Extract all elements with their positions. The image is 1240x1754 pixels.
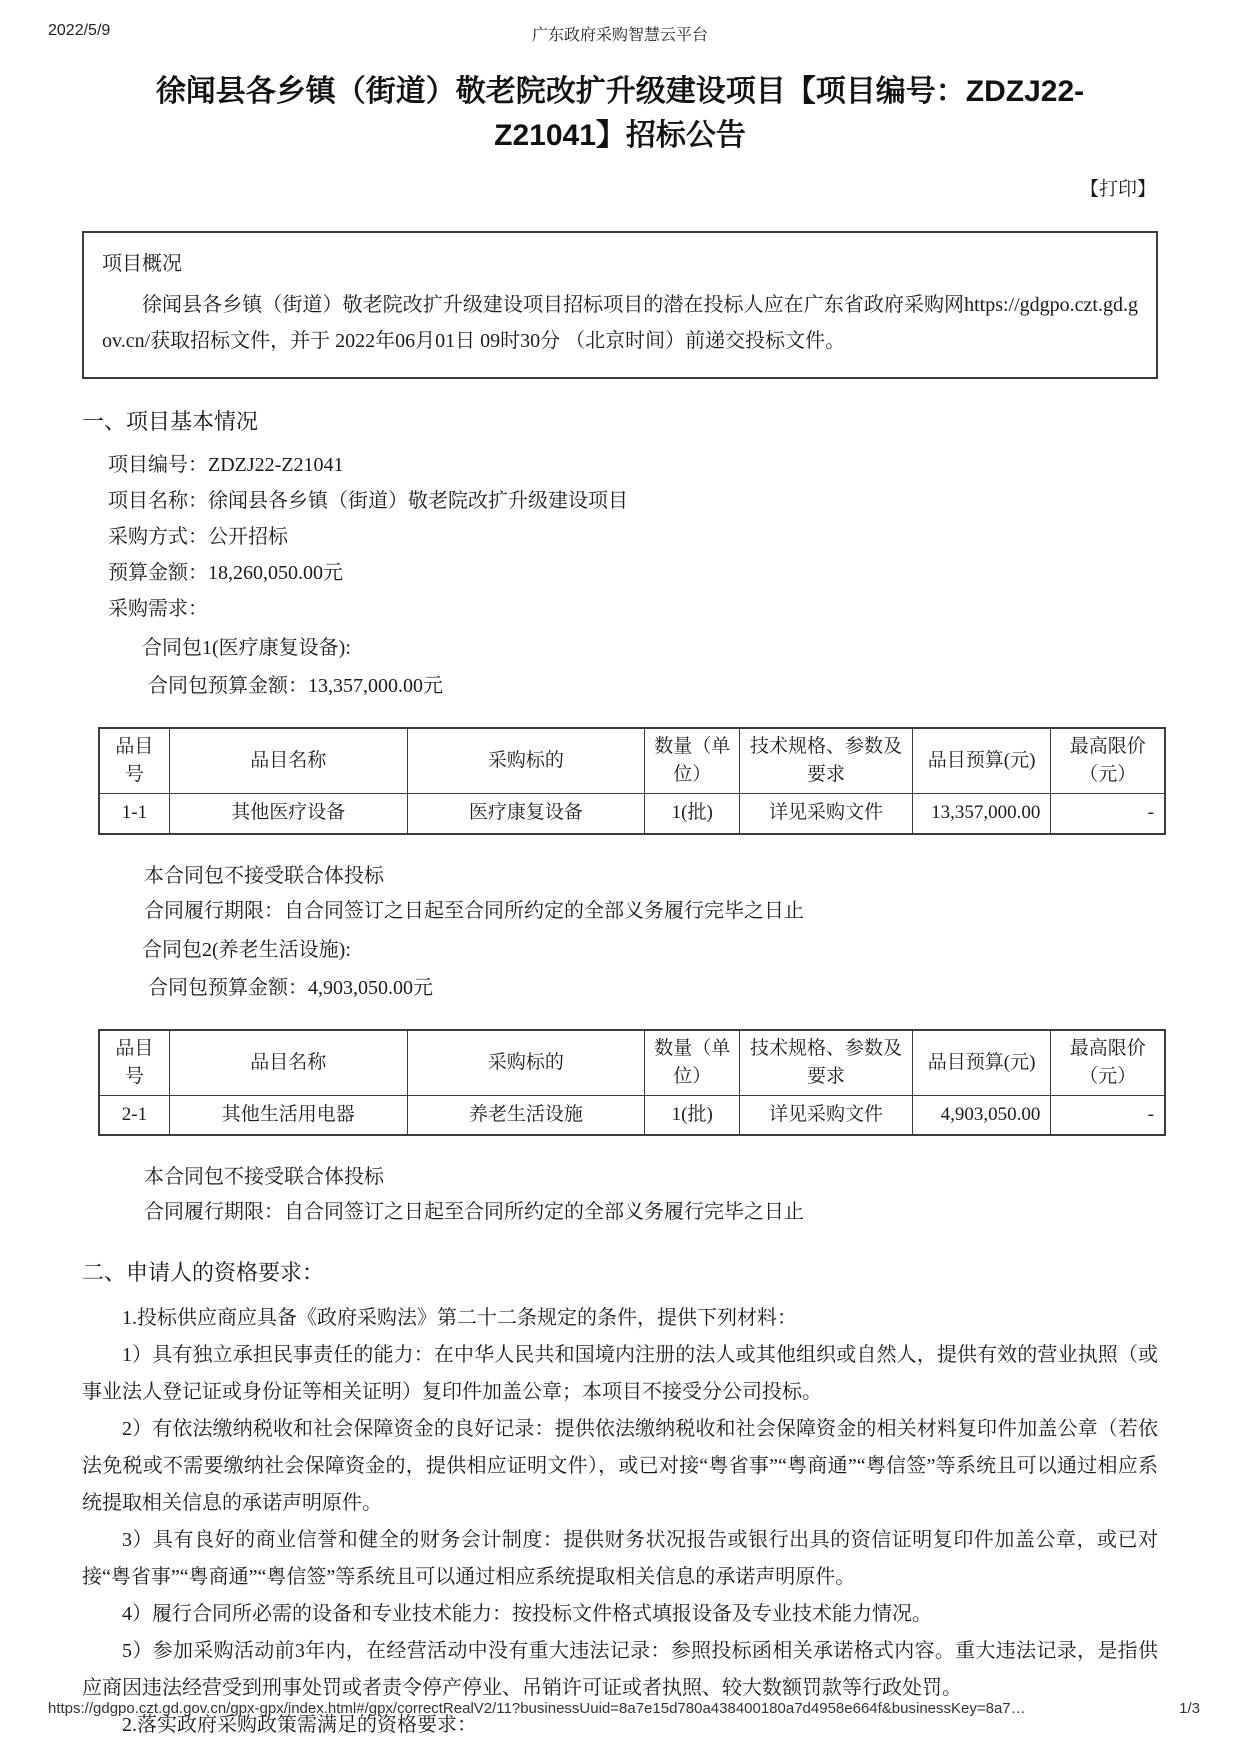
project-basic-fields <box>82 447 1158 627</box>
table-row <box>99 794 1165 834</box>
package2-name: 合同包2(养老生活设施): <box>142 938 351 961</box>
table-header-row <box>99 1030 1165 1096</box>
table-cell-budget: 13,357,000.00 <box>912 794 1051 834</box>
overview-body: 徐闻县各乡镇（街道）敬老院改扩升级建设项目招标项目的潜在投标人应在广东省政府采购网https://gdgpo.czt.gd.gov.cn/获取招标文件，并于 2022年06月01日 09时30分 （北京时间）前递交投标文件。 <box>102 294 1138 352</box>
footer-url: https://gdgpo.czt.gd.gov.cn/gpx-gpx/index.html#/gpx/correctRealV2/11?businessUuid=8a7e15d780a438400180a7d4958e664f&businessKey=8a7… <box>48 1700 1026 1717</box>
table-cell: 养老生活设施 <box>407 1095 645 1135</box>
table-cell: 1(批) <box>645 794 740 834</box>
print-row <box>0 174 1240 201</box>
qualification-paragraph: 1）具有独立承担民事责任的能力：在中华人民共和国境内注册的法人或其他组织或自然人，提供有效的营业执照（或事业法人登记证或身份证等相关证明）复印件加盖公章；本项目不接受分公司投标。 <box>82 1344 1158 1403</box>
col-header-budget: 品目预算(元) <box>912 1030 1051 1096</box>
table-cell: 其他医疗设备 <box>169 794 407 834</box>
project-overview-box <box>82 231 1158 379</box>
document-body <box>0 231 1240 1744</box>
table-cell: 1(批) <box>645 1095 740 1135</box>
col-header-quantity: 数量（单位） <box>645 728 740 794</box>
field-project-name: 项目名称：徐闻县各乡镇（街道）敬老院改扩升级建设项目 <box>108 490 628 512</box>
table-header-row <box>99 728 1165 794</box>
package2-items-table <box>98 1029 1166 1137</box>
package1-name: 合同包1(医疗康复设备): <box>142 637 351 659</box>
col-header-price-cap: 最高限价（元） <box>1051 728 1165 794</box>
package2-note-duration: 合同履行期限：自合同签订之日起至合同所约定的全部义务履行完毕之日止 <box>144 1201 804 1223</box>
page-number: 1/3 <box>1179 1700 1200 1717</box>
field-project-number: 项目编号：ZDZJ22-Z21041 <box>108 454 344 476</box>
qualification-paragraph: 4）履行合同所必需的设备和专业技术能力：按投标文件格式填报设备及专业技术能力情况。 <box>122 1603 932 1625</box>
qualification-paragraphs <box>82 1300 1158 1744</box>
table-cell-price-cap: - <box>1051 1095 1165 1135</box>
print-button[interactable]: 【打印】 <box>1079 179 1156 200</box>
package1-items-table <box>98 727 1166 835</box>
package2-note-consortium: 本合同包不接受联合体投标 <box>144 1166 384 1188</box>
col-header-subject: 采购标的 <box>407 728 645 794</box>
package1-budget: 合同包预算金额：13,357,000.00元 <box>148 675 443 697</box>
table-cell: 详见采购文件 <box>740 794 913 834</box>
col-header-quantity: 数量（单位） <box>645 1030 740 1096</box>
qualification-paragraph: 2）有依法缴纳税收和社会保障资金的良好记录：提供依法缴纳税收和社会保障资金的相关材料复印件加盖公章（若依法免税或不需要缴纳社会保障资金的，提供相应证明文件），或已对接“粤省事”“粤商通”“粤信签”等系统且可以通过相应系统提取相关信息的承诺声明原件。 <box>82 1418 1158 1514</box>
qualification-paragraph: 2.落实政府采购政策需满足的资格要求： <box>122 1714 477 1736</box>
browser-print-footer <box>0 1700 1240 1717</box>
qualification-paragraph: 5）参加采购活动前3年内，在经营活动中没有重大违法记录：参照投标函相关承诺格式内容。重大违法记录，是指供应商因违法经营受到刑事处罚或者责令停产停业、吊销许可证或者执照、较大数额罚款等行政处罚。 <box>82 1640 1158 1699</box>
page-title: 徐闻县各乡镇（街道）敬老院改扩升级建设项目【项目编号：ZDZJ22-Z21041】招标公告 <box>155 75 1085 152</box>
print-date: 2022/5/9 <box>48 22 111 39</box>
qualification-paragraph: 1.投标供应商应具备《政府采购法》第二十二条规定的条件，提供下列材料： <box>122 1307 797 1329</box>
table-cell: 其他生活用电器 <box>169 1095 407 1135</box>
table-cell: 2-1 <box>99 1095 169 1135</box>
col-header-price-cap: 最高限价（元） <box>1051 1030 1165 1096</box>
field-budget-amount: 预算金额：18,260,050.00元 <box>108 562 343 584</box>
section2-heading: 二、申请人的资格要求： <box>82 1260 325 1285</box>
table-cell-budget: 4,903,050.00 <box>912 1095 1051 1135</box>
col-header-specs: 技术规格、参数及要求 <box>740 728 913 794</box>
col-header-item-name: 品目名称 <box>169 728 407 794</box>
package1-note-duration: 合同履行期限：自合同签订之日起至合同所约定的全部义务履行完毕之日止 <box>144 899 804 922</box>
package2-budget: 合同包预算金额：4,903,050.00元 <box>148 976 433 999</box>
col-header-item-name: 品目名称 <box>169 1030 407 1096</box>
browser-print-header <box>0 0 1240 44</box>
table-cell: 详见采购文件 <box>740 1095 913 1135</box>
col-header-specs: 技术规格、参数及要求 <box>740 1030 913 1096</box>
overview-heading: 项目概况 <box>102 253 182 275</box>
table-cell: 1-1 <box>99 794 169 834</box>
field-procurement-demand: 采购需求： <box>108 598 208 620</box>
col-header-item-no: 品目号 <box>99 1030 169 1096</box>
qualification-paragraph: 3）具有良好的商业信誉和健全的财务会计制度：提供财务状况报告或银行出具的资信证明复印件加盖公章，或已对接“粤省事”“粤商通”“粤信签”等系统且可以通过相应系统提取相关信息的承诺声明原件。 <box>82 1529 1158 1588</box>
col-header-budget: 品目预算(元) <box>912 728 1051 794</box>
table-row <box>99 1095 1165 1135</box>
site-title: 广东政府采购智慧云平台 <box>531 27 708 44</box>
field-procurement-method: 采购方式：公开招标 <box>108 526 288 548</box>
table-cell-price-cap: - <box>1051 794 1165 834</box>
package1-note-consortium: 本合同包不接受联合体投标 <box>144 864 384 887</box>
col-header-item-no: 品目号 <box>99 728 169 794</box>
table-cell: 医疗康复设备 <box>407 794 645 834</box>
section1-heading: 一、项目基本情况 <box>82 409 259 434</box>
col-header-subject: 采购标的 <box>407 1030 645 1096</box>
